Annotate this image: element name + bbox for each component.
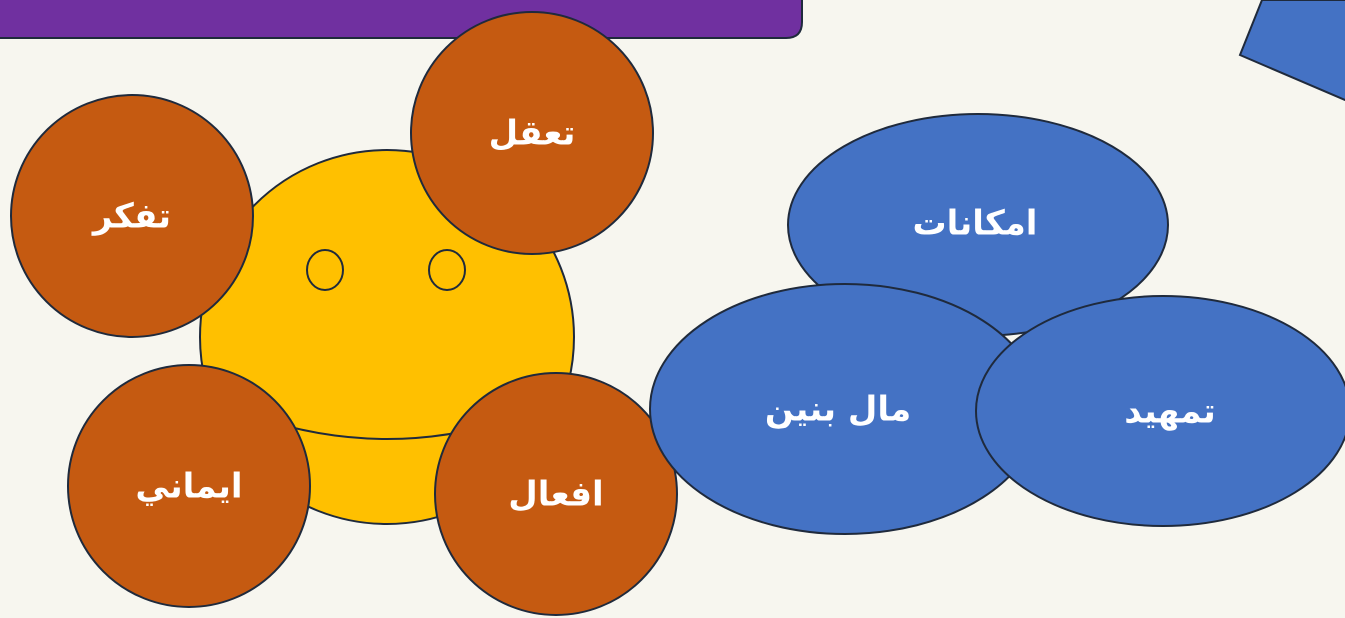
orange-circle-afaal <box>435 373 677 615</box>
blue-ellipse-tamhid <box>976 296 1345 526</box>
corner-blue-shape <box>1240 0 1345 100</box>
circle-label: ايماني <box>135 466 243 507</box>
ellipse-label: امكانات <box>912 203 1038 244</box>
orange-circle-imani <box>68 365 310 607</box>
circle-label: تفكر <box>92 196 172 237</box>
ellipse-label: تمهيد <box>1124 391 1216 432</box>
header-banner <box>0 0 802 38</box>
ellipse-label: مال بنين <box>764 389 912 430</box>
orange-circle-taaqqul <box>411 12 653 254</box>
circle-label: تعقل <box>488 113 576 154</box>
circle-label: افعال <box>508 474 604 515</box>
orange-circle-tafakkur <box>11 95 253 337</box>
